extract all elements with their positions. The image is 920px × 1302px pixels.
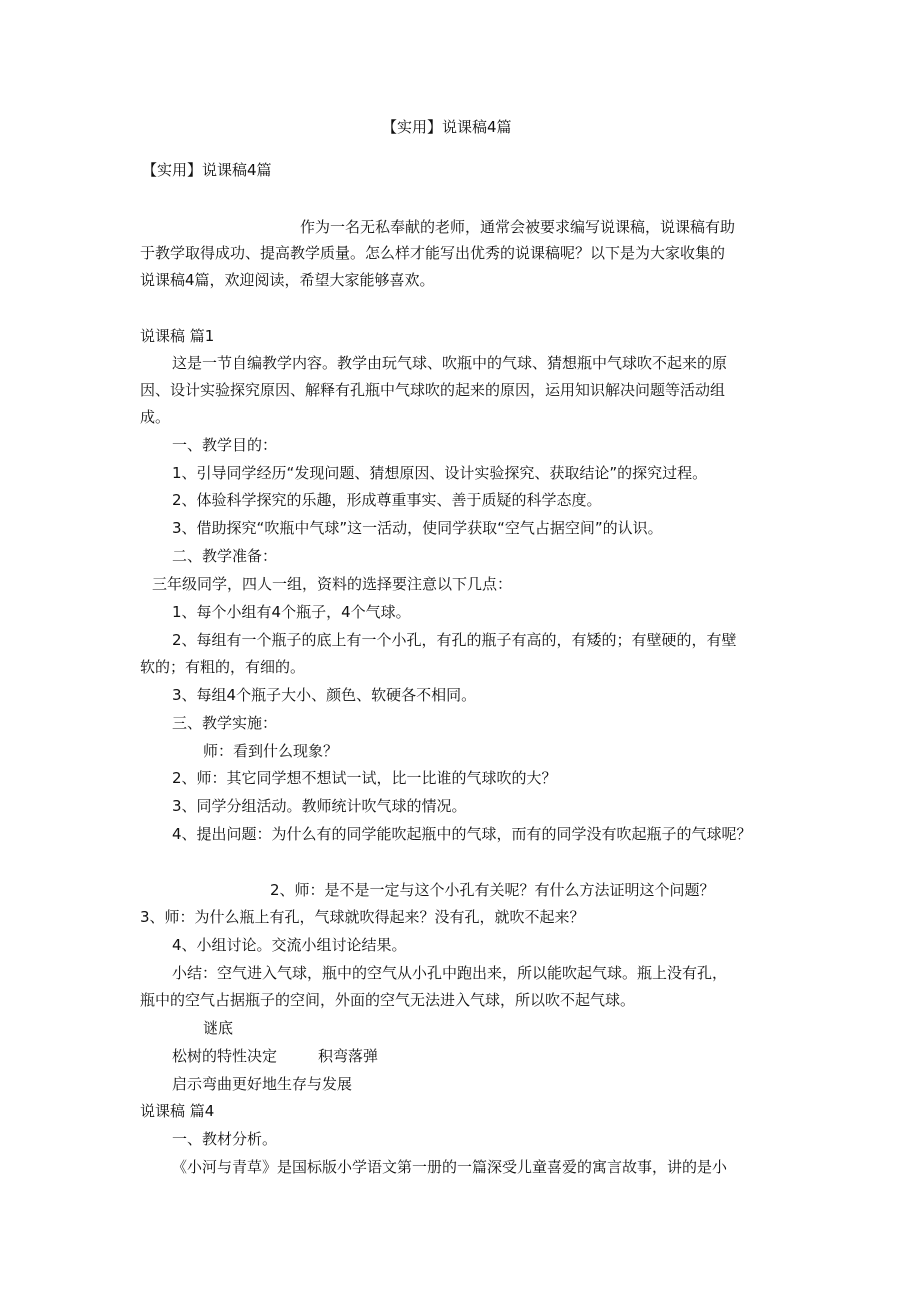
- riddle-answer-label: 谜底: [203, 1019, 234, 1037]
- section-1-heading: 说课稿 篇1: [140, 327, 215, 345]
- section-heading-material: 一、教材分析。: [172, 1130, 278, 1148]
- list-item: 1、引导同学经历“发现问题、猜想原因、设计实验探究、获取结论”的探究过程。: [172, 464, 708, 482]
- list-item: 2、师：是不是一定与这个小孔有关呢？有什么方法证明这个问题？: [270, 881, 715, 899]
- document-subtitle: 【实用】说课稿4篇: [142, 161, 272, 179]
- list-item: 3、借助探究“吹瓶中气球”这一活动，使同学获取“空气占据空间”的认识。: [172, 519, 663, 537]
- list-item: 3、每组4个瓶子大小、颜色、软硬各不相同。: [172, 686, 477, 704]
- list-item: 2、师：其它同学想不想试一试，比一比谁的气球吹的大？: [172, 769, 557, 787]
- riddle-line: 积弯落弹: [318, 1047, 379, 1065]
- section-heading-preparation: 二、教学准备：: [172, 547, 278, 565]
- list-item: 2、每组有一个瓶子的底上有一个小孔，有孔的瓶子有高的，有矮的；有壁硬的，有壁: [172, 631, 737, 649]
- section-4-heading: 说课稿 篇4: [140, 1102, 215, 1120]
- paragraph-line: 师：看到什么现象？: [203, 742, 339, 760]
- section-heading-objectives: 一、教学目的：: [172, 436, 278, 454]
- list-item: 4、提出问题：为什么有的同学能吹起瓶中的气球，而有的同学没有吹起瓶子的气球呢？: [172, 825, 752, 843]
- paragraph-line: 这是一节自编教学内容。教学由玩气球、吹瓶中的气球、猜想瓶中气球吹不起来的原: [172, 354, 728, 372]
- list-item: 1、每个小组有4个瓶子，4个气球。: [172, 603, 411, 621]
- riddle-line: 启示弯曲更好地生存与发展: [172, 1075, 353, 1093]
- intro-line-1: 作为一名无私奉献的老师，通常会被要求编写说课稿，说课稿有助: [300, 218, 736, 236]
- list-item: 3、师：为什么瓶上有孔，气球就吹得起来？没有孔，就吹不起来？: [140, 908, 585, 926]
- intro-line-2: 于教学取得成功、提高教学质量。怎么样才能写出优秀的说课稿呢？以下是为大家收集的: [140, 244, 726, 262]
- section-heading-implementation: 三、教学实施：: [172, 714, 278, 732]
- paragraph-line: 三年级同学，四人一组，资料的选择要注意以下几点：: [152, 575, 513, 593]
- summary-line: 小结：空气进入气球，瓶中的空气从小孔中跑出来，所以能吹起气球。瓶上没有孔，: [172, 964, 728, 982]
- intro-line-3: 说课稿4篇，欢迎阅读，希望大家能够喜欢。: [140, 271, 435, 289]
- summary-line: 瓶中的空气占据瓶子的空间，外面的空气无法进入气球，所以吹不起气球。: [140, 991, 636, 1009]
- paragraph-line: 因、设计实验探究原因、解释有孔瓶中气球吹的起来的原因，运用知识解决问题等活动组: [140, 381, 726, 399]
- page-title: 【实用】说课稿4篇: [382, 118, 512, 136]
- riddle-line: 松树的特性决定: [172, 1047, 278, 1065]
- list-item: 4、小组讨论。交流小组讨论结果。: [172, 936, 407, 954]
- paragraph-line: 《小河与青草》是国标版小学语文第一册的一篇深受儿童喜爱的寓言故事，讲的是小: [172, 1158, 728, 1176]
- list-item: 2、体验科学探究的乐趣，形成尊重事实、善于质疑的科学态度。: [172, 491, 602, 509]
- list-item-continuation: 软的；有粗的，有细的。: [140, 658, 306, 676]
- paragraph-line: 成。: [140, 408, 171, 426]
- list-item: 3、同学分组活动。教师统计吹气球的情况。: [172, 797, 467, 815]
